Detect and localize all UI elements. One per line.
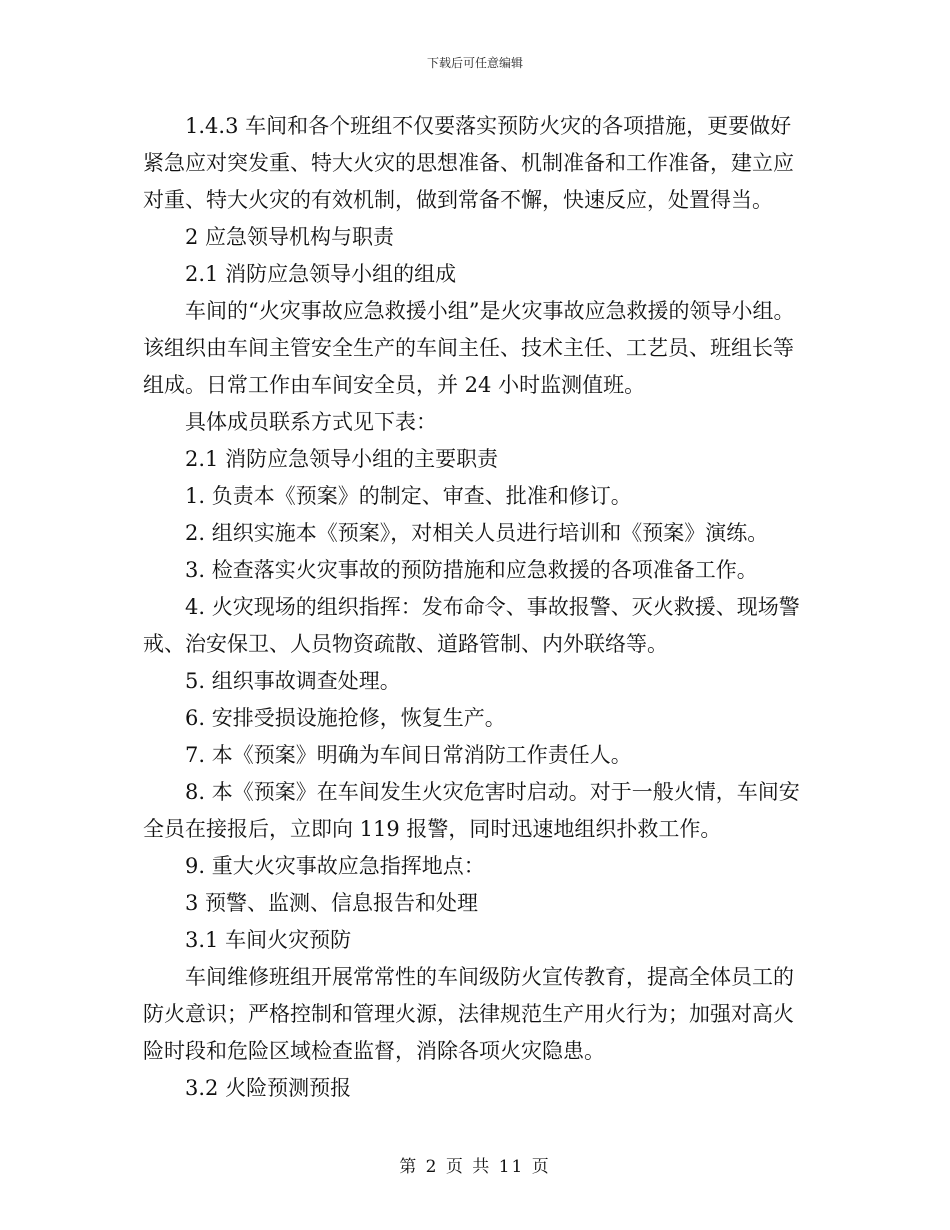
section-heading-3: 3 预警、监测、信息报告和处理 xyxy=(185,891,479,915)
subsection-heading-3-1: 3.1 车间火灾预防 xyxy=(185,928,352,952)
page-header: 下载后可任意编辑 xyxy=(426,56,523,70)
paragraph-fire-prevention: 车间维修班组开展常常性的车间级防火宣传教育，提高全体员工的防火意识；严格控制和管理火源，法律规范生产用火行为；加强对高火险时段和危险区域检查监督，消除各项火灾隐患。 xyxy=(143,965,794,1063)
list-item-9: 9. 重大火灾事故应急指挥地点： xyxy=(185,854,485,878)
list-item-2: 2. 组织实施本《预案》，对相关人员进行培训和《预案》演练。 xyxy=(185,521,769,545)
subsection-heading-2-1: 2.1 消防应急领导小组的组成 xyxy=(185,262,457,286)
list-item-1: 1. 负责本《预案》的制定、审查、批准和修订。 xyxy=(185,484,632,508)
list-item-7: 7. 本《预案》明确为车间日常消防工作责任人。 xyxy=(185,743,632,767)
list-item-4: 4. 火灾现场的组织指挥：发布命令、事故报警、灭火救援、现场警戒、治安保卫、人员物资疏散、道路管制、内外联络等。 xyxy=(143,595,800,656)
subsection-heading-duties: 2.1 消防应急领导小组的主要职责 xyxy=(185,447,499,471)
paragraph-1-4-3: 1.4.3 车间和各个班组不仅要落实预防火灾的各项措施，更要做好紧急应对突发重、特大火灾的思想准备、机制准备和工作准备，建立应对重、特大火灾的有效机制，做到常备不懈，快速反应，处置得当。 xyxy=(143,114,794,212)
list-item-3: 3. 检查落实火灾事故的预防措施和应急救援的各项准备工作。 xyxy=(185,558,758,582)
list-item-5: 5. 组织事故调查处理。 xyxy=(185,669,401,693)
paragraph-contact-table-note: 具体成员联系方式见下表： xyxy=(185,410,437,434)
list-item-6: 6. 安排受损设施抢修，恢复生产。 xyxy=(185,706,506,730)
section-heading-2: 2 应急领导机构与职责 xyxy=(185,225,395,249)
list-item-8: 8. 本《预案》在车间发生火灾危害时启动。对于一般火情，车间安全员在接报后，立即向 119 报警，同时迅速地组织扑救工作。 xyxy=(143,780,800,841)
document-body xyxy=(143,108,809,1107)
subsection-heading-3-2: 3.2 火险预测预报 xyxy=(185,1076,352,1100)
page-footer: 第 2 页 共 11 页 xyxy=(399,1157,551,1177)
paragraph-group-composition: 车间的“火灾事故应急救援小组”是火灾事故应急救援的领导小组。该组织由车间主管安全生产的车间主任、技术主任、工艺员、班组长等组成。日常工作由车间安全员，并 24 小时监测值班。 xyxy=(143,299,795,397)
